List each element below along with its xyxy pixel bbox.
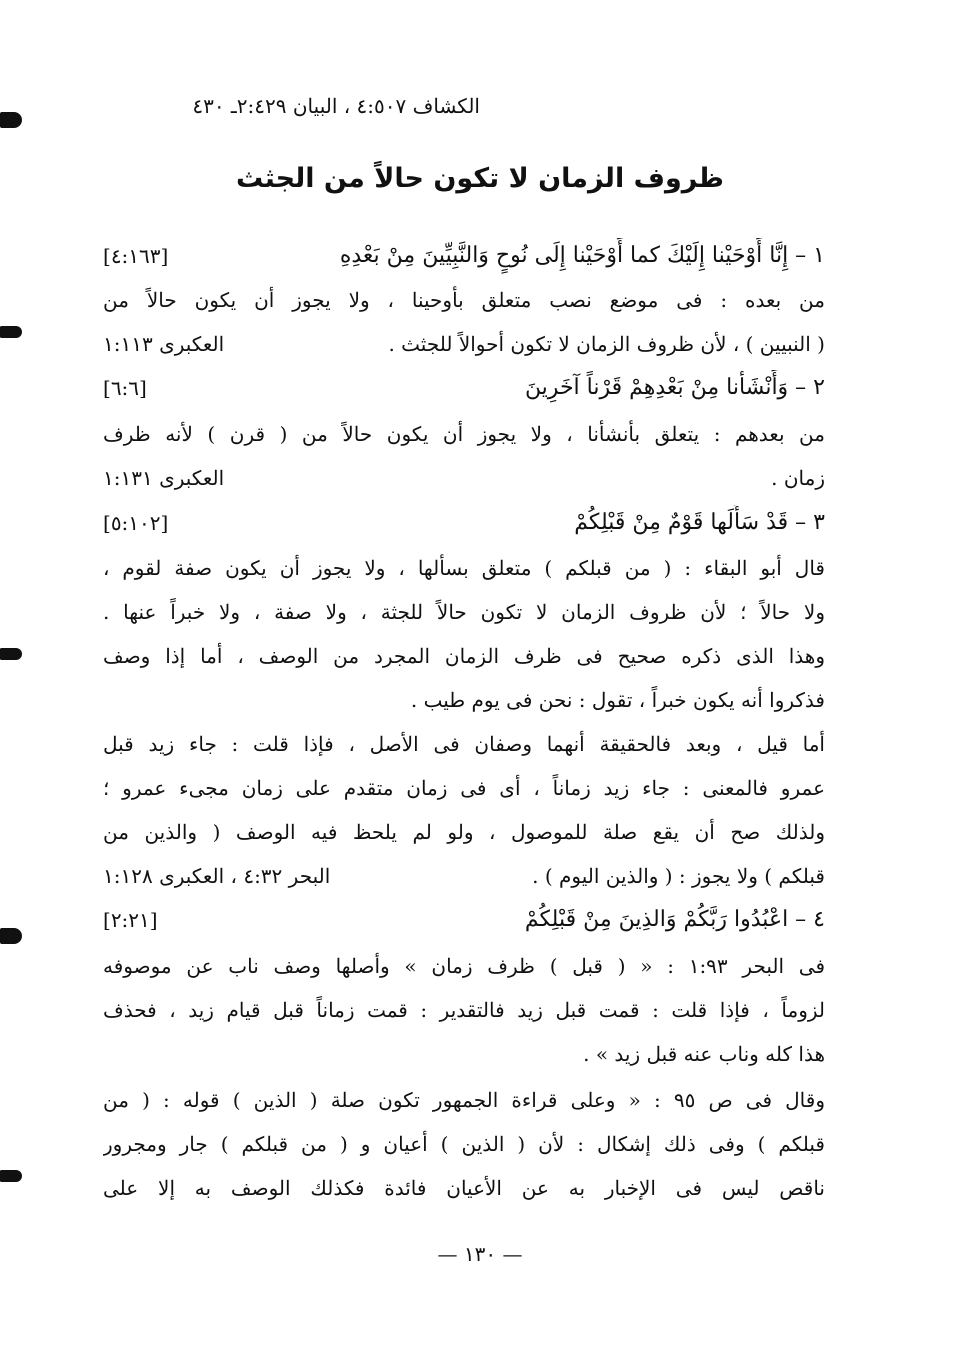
source-reference: العكبرى ١:١٣١ [103, 466, 225, 490]
binding-mark [0, 648, 22, 660]
verse-reference: [٤:١٦٣] [103, 244, 169, 268]
text-line: فذكروا أنه يكون خبراً ، تقول : نحن فى يوم طيب . [410, 688, 825, 712]
text-line: من بعده : فى موضع نصب متعلق بأوحينا ، ولا يجوز أن يكون حالاً من [103, 288, 825, 312]
text-line: وهذا الذى ذكره صحيح فى ظرف الزمان المجرد من الوصف ، أما إذا وصف [103, 644, 825, 668]
text-line: ناقص ليس فى الإخبار به عن الأعيان فائدة فكذلك الوصف به إلا على [103, 1176, 825, 1200]
text-line: لزوماً ، فإذا قلت : قمت قبل زيد فالتقدير : قمت زماناً قبل قيام زيد ، فحذف [103, 998, 825, 1022]
verse-reference: [٢:٢١] [103, 908, 158, 932]
text-line: قال أبو البقاء : ( من قبلكم ) متعلق بسألها ، ولا يجوز أن يكون صفة لقوم ، [103, 556, 825, 580]
text-line: قبلكم ) ولا يجوز : ( والذين اليوم ) . [532, 864, 825, 888]
text-line: ولذلك صح أن يقع صلة للموصول ، ولو لم يلحظ فيه الوصف ( والذين من [103, 820, 825, 844]
binding-mark [0, 928, 22, 944]
verse-line: ٢ – وَأَنْشَأْنا مِنْ بَعْدِهِمْ قَرْناً آخَرِينَ [524, 375, 825, 400]
text-line: وقال فى ص ٩٥ : « وعلى قراءة الجمهور تكون صلة ( الذين ) قوله : ( من [103, 1088, 825, 1112]
binding-mark [0, 1170, 22, 1182]
source-reference: العكبرى ١:١١٣ [103, 332, 225, 356]
text-line: هذا كله وناب عنه قبل زيد » . [583, 1042, 825, 1066]
verse-line: ١ – إِنَّا أَوْحَيْنا إِلَيْكَ كما أَوْحَيْنا إِلَى نُوحٍ وَالنَّبِيِّينَ مِنْ بَعْدِهِ [339, 243, 825, 268]
binding-mark [0, 326, 22, 338]
binding-mark [0, 112, 22, 128]
text-line: ولا حالاً ؛ لأن ظروف الزمان لا تكون حالاً للجثة ، ولا صفة ، ولا خبراً عنها . [103, 600, 825, 624]
verse-line: ٤ – اعْبُدُوا رَبَّكُمْ وَالذِينَ مِنْ قَبْلِكُمْ [524, 907, 825, 932]
page-title: ظروف الزمان لا تكون حالاً من الجثث [236, 163, 724, 194]
text-line: زمان . [771, 466, 825, 490]
verse-reference: [٥:١٠٢] [103, 511, 169, 535]
text-line: فى البحر ١:٩٣ : « ( قبل ) ظرف زمان » وأصلها وصف ناب عن موصوفه [103, 954, 825, 978]
verse-line: ٣ – قَدْ سَأَلَها قَوْمٌ مِنْ قَبْلِكُمْ [574, 510, 825, 535]
verse-reference: [٦:٦] [103, 376, 147, 400]
header-reference: الكشاف ٤:٥٠٧ ، البيان ٢:٤٢٩ـ ٤٣٠ [192, 94, 480, 118]
text-line: عمرو فالمعنى : جاء زيد زماناً ، أى فى زمان متقدم على زمان مجىء عمرو ؛ [103, 776, 825, 800]
text-line: أما قيل ، وبعد فالحقيقة أنهما وصفان فى الأصل ، فإذا قلت : جاء زيد قبل [103, 732, 825, 756]
text-line: من بعدهم : يتعلق بأنشأنا ، ولا يجوز أن يكون حالاً من ( قرن ) لأنه ظرف [103, 422, 825, 446]
source-reference: البحر ٤:٣٢ ، العكبرى ١:١٢٨ [103, 864, 331, 888]
page-number: — ١٣٠ — [437, 1242, 523, 1266]
text-line: قبلكم ) وفى ذلك إشكال : لأن ( الذين ) أعيان و ( من قبلكم ) جار ومجرور [103, 1132, 825, 1156]
text-line: ( النبيين ) ، لأن ظروف الزمان لا تكون أحوالاً للجثث . [388, 332, 825, 356]
